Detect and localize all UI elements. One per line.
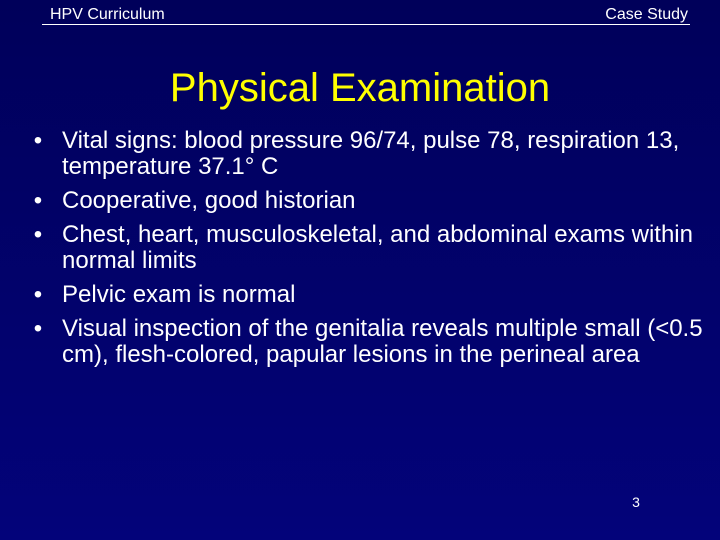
bullet-item-vital-signs	[28, 128, 718, 180]
bullet-icon: •	[33, 127, 43, 154]
bullet-item-cooperative	[28, 188, 718, 214]
bullet-text: Vital signs: blood pressure 96/74, pulse 78, respiration 13, temperature 37.1° C	[62, 127, 680, 180]
bullet-text: Chest, heart, musculoskeletal, and abdominal exams within normal limits	[62, 221, 693, 274]
header-case-study-label: Case Study	[605, 6, 688, 23]
bullet-item-visual-inspection	[28, 316, 718, 368]
bullet-icon: •	[33, 315, 43, 342]
bullet-item-pelvic-exam	[28, 282, 718, 308]
bullet-icon: •	[33, 221, 43, 248]
bullet-list	[28, 128, 718, 376]
bullet-icon: •	[33, 281, 43, 308]
bullet-text: Visual inspection of the genitalia reveals multiple small (<0.5 cm), flesh-colored, papular lesions in the perineal area	[62, 315, 703, 368]
bullet-text: Pelvic exam is normal	[62, 281, 296, 308]
slide-header	[42, 4, 690, 25]
page-number: 3	[632, 494, 640, 510]
bullet-icon: •	[33, 187, 43, 214]
header-curriculum-label: HPV Curriculum	[50, 6, 165, 23]
bullet-item-exams	[28, 222, 718, 274]
bullet-text: Cooperative, good historian	[62, 187, 356, 214]
slide-title: Physical Examination	[169, 66, 551, 110]
